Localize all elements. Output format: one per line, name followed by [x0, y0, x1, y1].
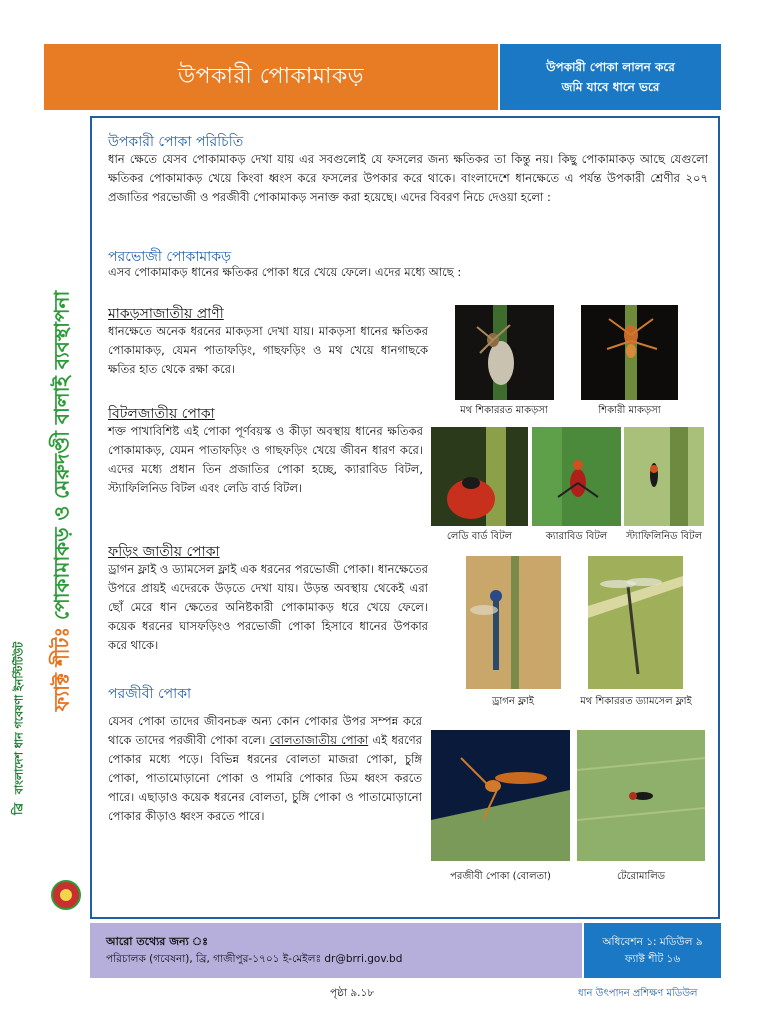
wasp-photo-2 [577, 730, 705, 861]
caption-dragon-1: ড্রাগন ফ্লাই [492, 696, 534, 707]
parasites-text [108, 712, 422, 826]
beetle-photo-1 [431, 427, 528, 526]
slogan-line-2: জমি যাবে ধানে ভরে [561, 80, 660, 94]
spider-photo-1 [455, 305, 554, 400]
caption-beetle-2: ক্যারাবিড বিটল [545, 531, 608, 542]
footer-fact-sheet: ফ্যাক্ট শীট ১৬ [624, 952, 681, 965]
slogan-line-1: উপকারী পোকা লালন করে [546, 60, 675, 74]
beetle-photo-3 [624, 427, 704, 526]
beetle-photo-2 [532, 427, 621, 526]
institute-short-name: ব্রি [11, 803, 25, 815]
page-number: পৃষ্ঠা ৯.১৮ [330, 987, 375, 999]
caption-spider-2: শিকারী মাকড়সা [598, 405, 661, 416]
caption-wasp-1: পরজীবী পোকা (বোলতা) [450, 871, 551, 882]
beetles-title: বিটলজাতীয় পোকা [108, 406, 215, 422]
sidebar-title [48, 291, 81, 712]
footer-module-name: ধান উৎপাদন প্রশিক্ষণ মডিউল [578, 988, 698, 999]
sidebar-title-part2: পোকামাকড় ও মেরুদণ্ডী বালাই ব্যবস্থাপনা [49, 290, 74, 620]
spiders-title: মাকড়সাজাতীয় প্রাণী [108, 306, 224, 322]
parasites-title: পরজীবী পোকা [108, 686, 192, 702]
footer-contact: পরিচালক (গবেষনা), ব্রি, গাজীপুর-১৭০১ ই-মেইলঃ dr@brri.gov.bd [106, 953, 403, 965]
footer-more-info: আরো তথ্যের জন্য ঃ [106, 935, 208, 948]
beetles-text: শক্ত পাখাবিশিষ্ট এই পোকা পূর্ণবয়স্ক ও কীড়া অবস্থায় ধানের ক্ষতিকর পোকামাকড়, যেমন পাতাফড়িং ও গাছফড়িং খেয়ে জীবন ধারণ করে। এদের মধ্যে প্রধান তিন প্রজাতির পোকা হচ্ছে, ক্যারাবিড বিটল, স্ট্যাফিলিনিড বিটল এবং লেডি বার্ড বিটল। [108, 424, 423, 495]
wasp-photo-1 [431, 730, 570, 861]
footer-session-box [584, 923, 721, 978]
sidebar [44, 116, 84, 919]
sidebar-title-part1: ফ্যাক্ট শীটঃ [49, 626, 74, 712]
caption-spider-1: মথ শিকাররত মাকড়সা [460, 405, 548, 416]
parasites-text-part2: এই ধরণের পোকার মধ্যে পড়ে। বিভিন্ন ধরনের বোলতা মাজরা পোকা, চুঙ্গি পোকা, পাতামোড়ানো পোকা ও পামরি পোকার ডিম ধ্বংস করতে পারে। এছাড়াও কয়েক ধরনের বোলতা, চুঙ্গি পোকা ও পাতামোড়ানো পোকার কীড়াও ধ্বংস করতে পারে। [108, 733, 423, 823]
parasites-text-underlined: বোলতাজাতীয় পোকা [269, 733, 369, 747]
dragonflies-text: ড্রাগন ফ্লাই ও ড্যামসেল ফ্লাই এক ধরনের পরভোজী পোকা। ধানক্ষেতের উপরে প্রায়ই এদেরকে উড়তে দেখা যায়। উড়ন্ত অবস্থায় থেকেই এরা ছোঁ মেরে ধান ক্ষেতের অনিষ্টকারী পোকামাকড় ধরে খেয়ে ফেলে। কয়েক ধরনের ঘাসফড়িংও পরভোজী পোকা হিসাবে ধানের উপকার করে থাকে। [108, 562, 428, 652]
predators-text: এসব পোকামাকড় ধানের ক্ষতিকর পোকা ধরে খেয়ে ফেলে। এদের মধ্যে আছে : [108, 265, 462, 279]
header-title-bar [44, 44, 498, 110]
parasites-text-part1: যেসব পোকা তাদের জীবনচক্র অন্য কোন পোকার উপর সম্পন্ন করে থাকে তাদের পরজীবী পোকা বলে। [108, 714, 422, 747]
intro-text: ধান ক্ষেতে যেসব পোকামাকড় দেখা যায় এর সবগুলোই যে ফসলের জন্য ক্ষতিকর তা কিন্তু নয়। কিছু পোকামাকড় আছে যেগুলো ক্ষতিকর পোকামাকড় খেয়ে কিংবা ধ্বংস করে ফসলের উপকার করে থাকে। বাংলাদেশে ধানক্ষেতে এ পর্যন্ত উপকারী শ্রেণীর ২০৭ প্রজাতির পরভোজী ও পরজীবী পোকামাকড় সনাক্ত করা হয়েছে। এদের বিবরণ নিচে দেওয়া হলো : [108, 152, 708, 204]
caption-beetle-3: স্ট্যাফিলিনিড বিটল [625, 531, 703, 542]
intro-title: উপকারী পোকা পরিচিতি [108, 134, 244, 150]
dragonflies-title: ফড়িং জাতীয় পোকা [108, 544, 220, 560]
page-title: উপকারী পোকামাকড় [178, 63, 364, 89]
caption-wasp-2: টেরোমালিড [616, 871, 666, 882]
predators-title: পরভোজী পোকামাকড় [108, 249, 232, 265]
institute-name: বাংলাদেশ ধান গবেষণা ইনস্টিটিউট [12, 641, 26, 795]
caption-beetle-1: লেডি বার্ড বিটল [446, 531, 513, 542]
dragonfly-photo-2 [588, 556, 683, 689]
brri-logo-icon [51, 880, 81, 910]
spider-photo-2 [581, 305, 678, 400]
footer-session: অধিবেশন ১: মডিউল ৯ [602, 935, 703, 948]
caption-dragon-2: মথ শিকাররত ড্যামসেল ফ্লাই [580, 696, 692, 707]
dragonfly-photo-1 [466, 556, 561, 689]
header-slogan-box [500, 44, 721, 110]
spiders-text: ধানক্ষেতে অনেক ধরনের মাকড়সা দেখা যায়। মাকড়সা ধানের ক্ষতিকর পোকামাকড়, যেমন পাতাফড়িং, গাছফড়িং ও মথ খেয়ে ধানগাছকে ক্ষতির হাত থেকে রক্ষা করে। [108, 324, 428, 376]
